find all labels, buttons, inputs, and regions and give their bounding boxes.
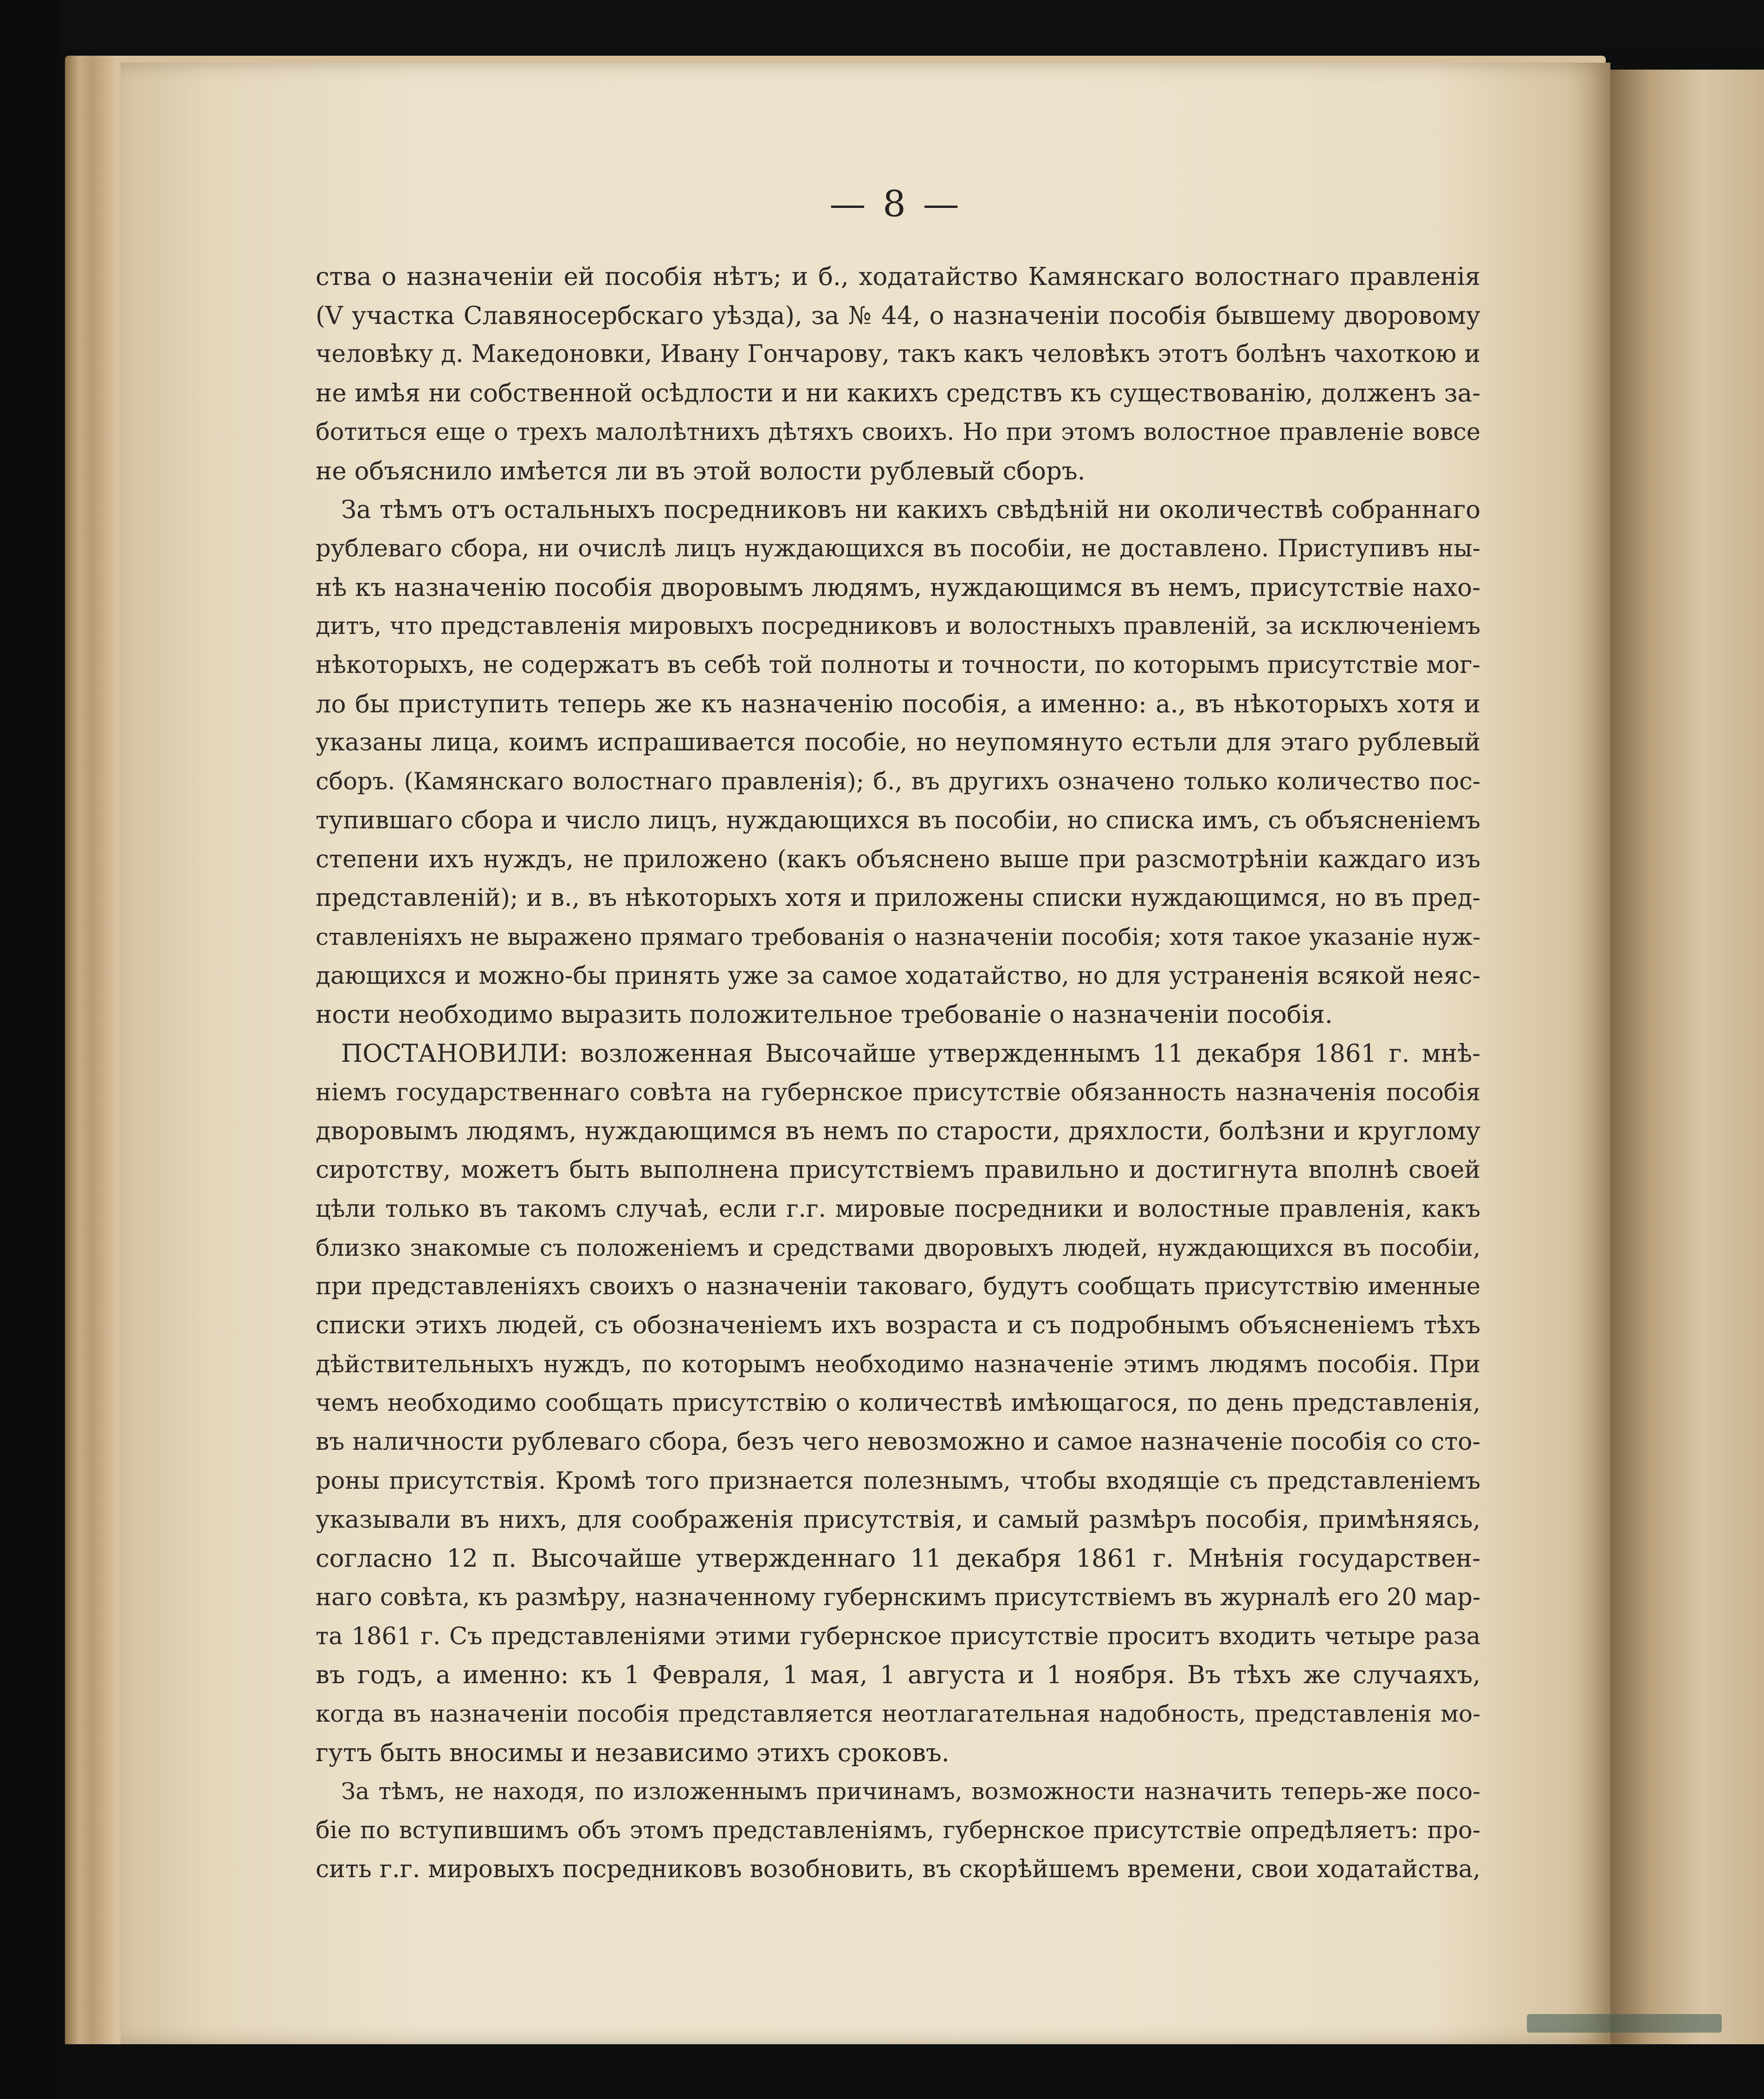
text-line: рублеваго сбора, ни очислѣ лицъ нуждающихся въ пособiи, не доставлено. Приступивъ ны- xyxy=(316,535,1480,562)
text-line: сить г.г. мировыхъ посредниковъ возобновить, въ скорѣйшемъ времени, свои ходатайства, xyxy=(316,1855,1480,1883)
text-line: дитъ, что представленiя мировыхъ посредниковъ и волостныхъ правленiй, за исключенiемъ xyxy=(316,613,1480,640)
text-line: нѣ къ назначенiю пособiя дворовымъ людямъ, нуждающимся въ немъ, присутствiе нахо- xyxy=(316,573,1480,602)
text-line: ставленiяхъ не выражено прямаго требованiя о назначенiи пособiя; хотя такое указанiе нуж- xyxy=(316,923,1480,950)
text-line: дающихся и можно-бы принять уже за самое ходатайство, но для устраненiя всякой неяс- xyxy=(316,962,1480,990)
text-line: ботиться еще о трехъ малолѣтнихъ дѣтяхъ своихъ. Но при этомъ волостное правленiе вовсе xyxy=(316,418,1480,446)
text-line: въ годъ, а именно: къ 1 Февраля, 1 мая, 1 августа и 1 ноября. Въ тѣхъ же случаяхъ, xyxy=(316,1661,1480,1690)
text-line: нѣкоторыхъ, не содержатъ въ себѣ той полноты и точности, по которымъ присутствiе мог- xyxy=(316,651,1480,679)
text-line: гутъ быть вносимы и независимо этихъ сроковъ. xyxy=(316,1738,950,1767)
text-line: дворовымъ людямъ, нуждающимся въ немъ по старости, дряхлости, болѣзни и круглому xyxy=(316,1117,1480,1146)
text-line: За тѣмъ, не находя, по изложеннымъ причинамъ, возможности назначить теперь-же посо- xyxy=(341,1778,1480,1805)
text-line: та 1861 г. Съ представленiями этими губернское присутствiе проситъ входить четыре раза xyxy=(316,1622,1480,1650)
text-line: въ наличности рублеваго сбора, безъ чего невозможно и самое назначенiе пособiя со сто- xyxy=(316,1428,1480,1456)
text-line: цѣли только въ такомъ случаѣ, если г.г. мировые посредники и волостные правленiя, какъ xyxy=(316,1195,1480,1223)
text-line: не имѣя ни собственной осѣдлости и ни какихъ средствъ къ существованiю, долженъ за- xyxy=(316,379,1480,408)
text-line: при представленiяхъ своихъ о назначенiи таковаго, будутъ сообщать присутствiю именные xyxy=(316,1273,1480,1301)
text-line: роны присутствiя. Кромѣ того признается полезнымъ, чтобы входящiе съ представленiемъ xyxy=(316,1467,1480,1495)
text-line: согласно 12 п. Высочайше утвержденнаго 11 декабря 1861 г. Мнѣнiя государствен- xyxy=(316,1544,1480,1573)
page-text xyxy=(316,258,1480,1889)
text-line: чемъ необходимо сообщать присутствiю о количествѣ имѣющагося, по день представленiя, xyxy=(316,1389,1480,1417)
text-line: ства о назначенiи ей пособiя нѣтъ; и б., ходатайство Камянскаго волостнаго правленiя xyxy=(316,263,1480,291)
text-line: наго совѣта, къ размѣру, назначенному губернскимъ присутствiемъ въ журналѣ его 20 мар- xyxy=(316,1583,1480,1611)
text-line: (V участка Славяносербскаго уѣзда), за № 44, о назначенiи пособiя бывшему дворовому xyxy=(316,301,1480,330)
text-line: представленiй); и в., въ нѣкоторыхъ хотя и приложены списки нуждающимся, но въ пред- xyxy=(316,884,1480,912)
text-line: близко знакомые съ положенiемъ и средствами дворовыхъ людей, нуждающихся въ пособiи, xyxy=(316,1234,1480,1261)
text-line: ло бы приступить теперь же къ назначенiю пособiя, а именно: а., въ нѣкоторыхъ хотя и xyxy=(316,690,1480,718)
text-line: сиротству, можетъ быть выполнена присутствiемъ правильно и достигнута вполнѣ своей xyxy=(316,1156,1480,1184)
text-line: бiе по вступившимъ объ этомъ представленiямъ, губернское присутствiе опредѣляетъ: про- xyxy=(316,1817,1480,1845)
text-line: нiемъ государственнаго совѣта на губернское присутствiе обязанность назначенiя пособiя xyxy=(316,1079,1480,1106)
text-line: не объяснило имѣется ли въ этой волости рублевый сборъ. xyxy=(316,457,1086,485)
facing-page-edge xyxy=(1610,70,1764,2047)
scan-border-bottom xyxy=(60,2044,1764,2099)
page-number: — 8 — xyxy=(829,183,962,225)
text-line: тупившаго сбора и число лицъ, нуждающихся въ пособiи, но списка имъ, съ объясненiемъ xyxy=(316,806,1480,834)
text-line: указывали въ нихъ, для соображенiя присутствiя, и самый размѣръ пособiя, примѣняясь, xyxy=(316,1505,1480,1534)
corner-stain xyxy=(1527,2014,1722,2033)
scan-border-left xyxy=(0,0,60,2099)
text-line: ПОСТАНОВИЛИ: возложенная Высочайше утвержденнымъ 11 декабря 1861 г. мнѣ- xyxy=(341,1040,1480,1068)
text-line: За тѣмъ отъ остальныхъ посредниковъ ни какихъ свѣдѣнiй ни околичествѣ собраннаго xyxy=(341,496,1480,524)
text-line: дѣйствительныхъ нуждъ, по которымъ необходимо назначенiе этимъ людямъ пособiя. При xyxy=(316,1350,1480,1378)
scan-border-top xyxy=(0,0,1764,46)
text-line: ности необходимо выразить положительное требованiе о назначенiи пособiя. xyxy=(316,1001,1333,1029)
text-line: указаны лица, коимъ испрашивается пособiе, но неупомянуто естьли для этаго рублевый xyxy=(316,729,1480,757)
text-line: списки этихъ людей, съ обозначенiемъ ихъ возраста и съ подробнымъ объясненiемъ тѣхъ xyxy=(316,1311,1480,1339)
text-line: человѣку д. Македоновки, Ивану Гончарову, такъ какъ человѣкъ этотъ болѣнъ чахоткою и xyxy=(316,340,1480,368)
text-line: степени ихъ нуждъ, не приложено (какъ объяснено выше при разсмотрѣнiи каждаго изъ xyxy=(316,845,1480,873)
text-line: когда въ назначенiи пособiя представляется неотлагательная надобность, представленiя мо- xyxy=(316,1700,1480,1728)
text-line: сборъ. (Камянскаго волостнаго правленiя); б., въ другихъ означено только количество пос- xyxy=(316,768,1480,796)
